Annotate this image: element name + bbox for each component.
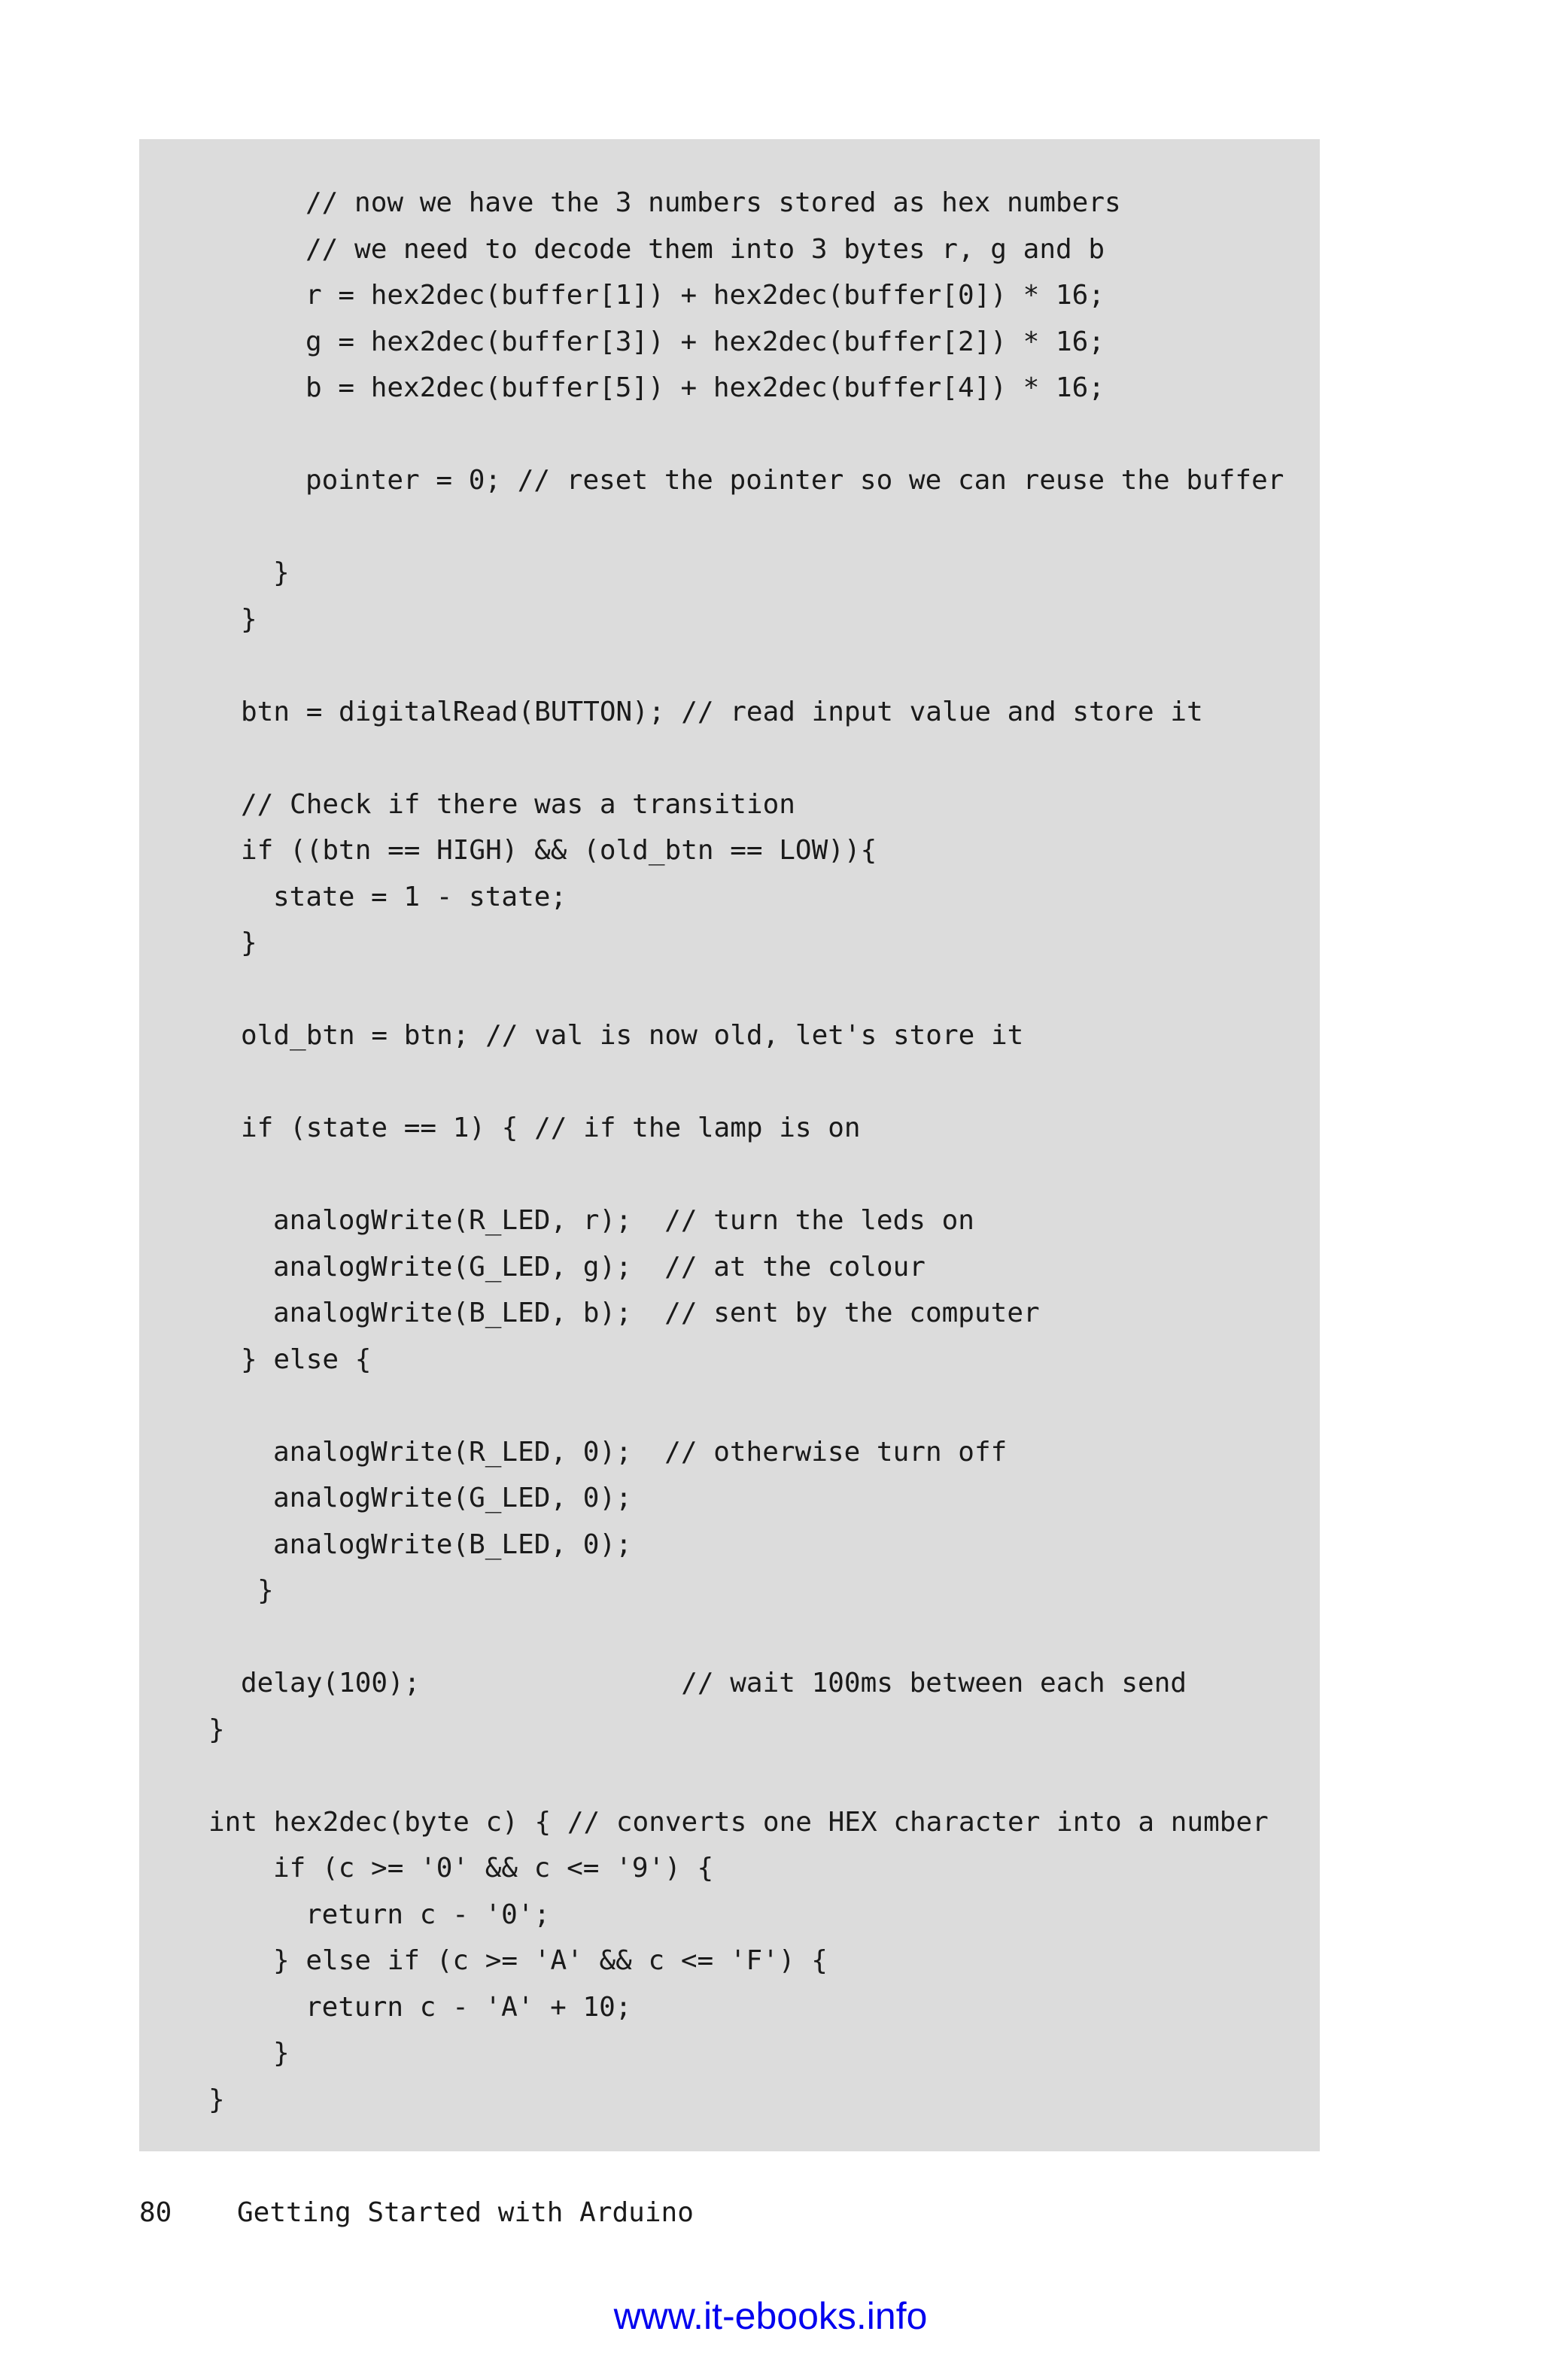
code-line: delay(100); // wait 100ms between each send [241,1668,1187,1698]
code-line: b = hex2dec(buffer[5]) + hex2dec(buffer[4]) * 16; [305,372,1105,403]
watermark-link[interactable]: www.it-ebooks.info [613,2295,928,2337]
code-line: return c - '0'; [305,1899,551,1930]
code-line: } [273,2038,290,2069]
code-line: analogWrite(R_LED, 0); // otherwise turn off [273,1437,1008,1468]
code-line: if (state == 1) { // if the lamp is on [241,1113,861,1143]
code-line: } else { [241,1344,372,1375]
code-line: } [208,2084,225,2115]
code-line: // now we have the 3 numbers stored as hex numbers [305,187,1121,218]
code-line: // Check if there was a transition [241,789,795,820]
code-line: analogWrite(G_LED, 0); [273,1483,632,1513]
code-line: // we need to decode them into 3 bytes r, g and b [305,234,1105,265]
code-line: if (c >= '0' && c <= '9') { [273,1853,714,1884]
page-number: 80 [139,2197,172,2228]
code-line: g = hex2dec(buffer[3]) + hex2dec(buffer[2]) * 16; [305,326,1105,357]
code-line: if ((btn == HIGH) && (old_btn == LOW)){ [241,835,877,866]
code-line: } [241,927,257,958]
code-line: return c - 'A' + 10; [305,1992,632,2023]
code-line: analogWrite(R_LED, r); // turn the leds on [273,1205,974,1236]
book-title: Getting Started with Arduino [237,2197,694,2228]
code-line: } [257,1575,274,1606]
code-line: } [273,557,290,588]
code-listing [139,139,1320,2151]
code-line: } [241,604,257,635]
code-line: int hex2dec(byte c) { // converts one HEX character into a number [208,1807,1269,1838]
code-line: state = 1 - state; [273,882,567,912]
code-line: old_btn = btn; // val is now old, let's store it [241,1020,1024,1051]
code-line: btn = digitalRead(BUTTON); // read input value and store it [241,697,1203,727]
code-line: analogWrite(B_LED, 0); [273,1529,632,1560]
code-line: analogWrite(B_LED, b); // sent by the computer [273,1298,1040,1328]
code-line: pointer = 0; // reset the pointer so we can reuse the buffer [305,465,1284,496]
code-line: r = hex2dec(buffer[1]) + hex2dec(buffer[0]) * 16; [305,280,1105,311]
code-line: analogWrite(G_LED, g); // at the colour [273,1252,926,1283]
code-line: } else if (c >= 'A' && c <= 'F') { [273,1945,828,1976]
code-line: } [208,1714,225,1745]
